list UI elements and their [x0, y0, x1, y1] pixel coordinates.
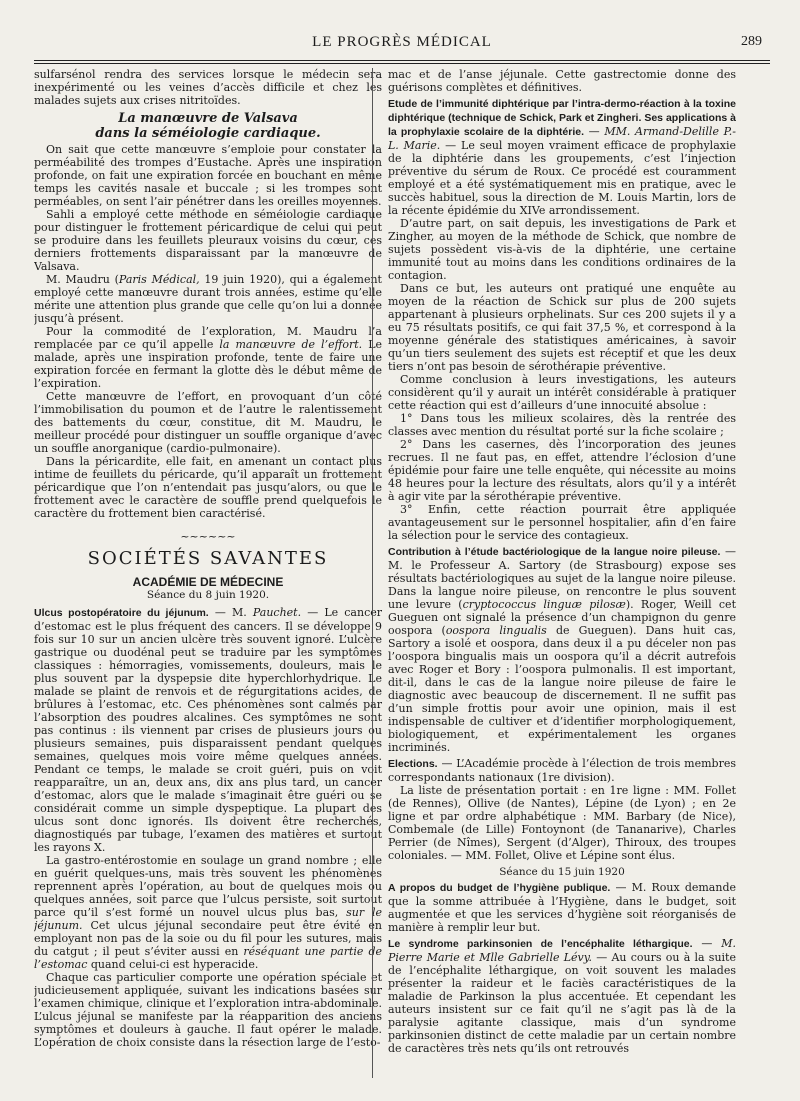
paragraph: Comme conclusion à leurs investigations, les auteurs considèrent qu’il y aurait un intérêt considérable à pratiquer cette réaction qui est d’ailleurs d’une innocuité absolue : [388, 373, 736, 412]
author: — MM. Armand-Delille P.-L. Marie. [388, 125, 736, 152]
article-title: Elections. [388, 758, 438, 770]
paragraph: Sahli a employé cette méthode en séméiologie cardiaque pour distinguer le frottement péricardique de celui qui peut se produire dans les feuillets pleuraux voisins du cœur, ces derniers frottements disparaissant par la manœuvre de Valsava. [34, 208, 382, 273]
paragraph: M. Maudru (Paris Médical, 19 juin 1920), qui a également employé cette manœuvre durant trois années, estime qu’elle mérite une attention plus grande que celle qu’on lui a donnée jusqu’à présent. [34, 273, 382, 325]
left-column [34, 68, 382, 1083]
section-ornament: ~~~~~~ [180, 530, 236, 543]
page-number: 289 [741, 34, 762, 49]
paragraph: Contribution à l’étude bactériologique de la langue noire pileuse. — M. le Professeur A. Sartory (de Strasbourg) expose ses résultats bactériologiques au sujet de la langue noire pileuse. Dans la langue noire pileuse, on rencontre le plus souvent une levure (cryptococcus linguæ pilosæ). Roger, Weill cet Gueguen ont signalé la présence d’un champignon du genre oospora (oospora lingualis de Gueguen). Dans huit cas, Sartory a isolé et oospora, dans deux il a pu déceler non pas l’oospora bingualis mais un oospora qu’il a décrit autrefois avec Roger et Bory : l’oospora pulmonalis. Il est important, dit-il, dans le cas de la langue noire pileuse de faire le diagnostic avec beaucoup de discernement. Il ne suffit pas d’un simple frottis pour avoir une opinion, mais il est indispensable de cultiver et d’identifier morphologiquement, biologiquement, et expérimentalement les organes incriminés. [388, 545, 736, 754]
paragraph: Dans la péricardite, elle fait, en amenant un contact plus intime de feuillets du péricarde, qu’il apparaît un frottement péricardique que l’on n’entendait pas jusqu’alors, ou que le frottement avec le caractère de souffle prend quelquefois le caractère du frottement bien caractérisé. [34, 455, 382, 520]
paragraph: Ulcus postopératoire du jéjunum. — M. Pauchet. — Le cancer d’estomac est le plus fréquent des cancers. Il se développe 9 fois sur 10 sur un ancien ulcère très souvent ignoré. L’ulcère gastrique ou duodénal peut se traduire par les symptômes classiques : hémorragies, vomissements, douleurs, mais le plus souvent par la dyspepsie dite hyperchlorhydrique. Le malade se plaint de renvois et de régurgitations acides, de brûlures à l’estomac, etc. Ces phénomènes sont calmés par l’absorption des poudres alcalines. Ces symptômes ne sont pas continus : ils viennent par crises de plusieurs jours ou plusieurs semaines, puis disparaissent pendant quelques semaines, quelques mois voire même quelques années. Pendant ce temps, le malade se croit guéri, puis on voit reapparaître, un an, deux ans, dix ans plus tard, un cancer d’estomac, alors que le malade s’imaginait être guéri ou se considérait comme un simple dyspeptique. La plupart des ulcus sont donc ignorés. Ils doivent être recherchés, diagnostiqués par tubage, l’examen des matières et surtout les rayons X. [34, 606, 382, 854]
paragraph: Cette manœuvre de l’effort, en provoquant d’un côté l’immobilisation du poumon et de l’autre le ralentissement des battements du cœur, constitue, dit M. Maudru, le meilleur procédé pour distinguer un souffle organique d’avec un souffle anorganique (cardio-pulmonaire). [34, 390, 382, 455]
paragraph: On sait que cette manœuvre s’emploie pour constater la perméabilité des trompes d’Eustache. Après une inspiration profonde, on fait une expiration forcée en bouchant en même temps les cavités nasale et buccale ; si les trompes sont perméables, on sent l’air pénétrer dans les oreilles moyennes. [34, 143, 382, 208]
author: — M. Pierre Marie et Mlle Gabrielle Lévy. [388, 937, 736, 964]
paragraph: Le syndrome parkinsonien de l’encéphalite léthargique. — M. Pierre Marie et Mlle Gabrielle Lévy. — Au cours ou à la suite de l’encéphalite léthargique, on voit souvent les malades présenter la raideur et le faciès caractéristiques de la maladie de Parkinson la plus accentuée. Et cependant les auteurs insistent sur ce fait qu’il ne s’agit pas là de la paralysie agitante classique, mais d’un syndrome parkinsonien distinct de cette maladie par un certain nombre de caractères très nets qu’ils ont retrouvés [388, 937, 736, 1055]
paragraph: La gastro-entérostomie en soulage un grand nombre ; elle en guérit quelques-uns, mais très souvent les phénomènes reprennent après l’opération, au bout de quelques mois ou quelques années, soit parce que l’ulcus persiste, soit surtout parce qu’il s’est formé un nouvel ulcus plus bas, sur le jéjunum. Cet ulcus jéjunal secondaire peut être évité en employant non pas de la soie ou du fil pour les sutures, mais du catgut ; il peut s’éviter aussi en réséquant une partie de l’estomac quand celui-ci est hyperacide. [34, 854, 382, 971]
list-item: 1° Dans tous les milieux scolaires, dès la rentrée des classes avec mention du résultat porté sur la fiche scolaire ; [388, 412, 736, 438]
author: Pauchet. [252, 606, 302, 619]
list-item: 2° Dans les casernes, dès l’incorporation des jeunes recrues. Il ne faut pas, en effet, attendre l’éclosion d’une épidémie pour faire une telle enquête, qui nécessite au moins 48 heures pour la lecture des résultats, alors qu’il y a intérêt à agir vite par la sérothérapie préventive. [388, 438, 736, 503]
heading-line: dans la séméiologie cardiaque. [95, 126, 321, 141]
paragraph: A propos du budget de l’hygiène publique. — M. Roux demande que la somme attribuée à l’Hygiène, dans le budget, soit augmentée et que les services d’hygiène soit réorganisés de manière à remplir leur but. [388, 881, 736, 934]
right-column [388, 68, 736, 1083]
paragraph: mac et de l’anse jéjunale. Cette gastrectomie donne des guérisons complètes et définitives. [388, 68, 736, 94]
article-title: A propos du budget de l’hygiène publique. [388, 882, 611, 894]
session-date: Séance du 8 juin 1920. [146, 589, 270, 601]
paragraph: Etude de l’immunité diphtérique par l’intra-dermo-réaction à la toxine diphtérique (technique de Schick, Park et Zingheri. Ses applications à la prophylaxie scolaire de la diphtérie. — MM. Armand-Delille P.-L. Marie. — Le seul moyen vraiment efficace de prophylaxie de la diphtérie dans les groupements, c’est l’injection préventive du sérum de Roux. Ce procédé est couramment employé et a été systématiquement mis en pratique, avec le succès habituel, sous la direction de M. Louis Martin, lors de la récente épidémie du XIVe arrondissement. [388, 98, 736, 217]
heading-line: La manœuvre de Valsava [118, 111, 298, 126]
citation: Paris Médical, [118, 273, 200, 286]
article-title: Etude de l’immunité diphtérique par l’intra-dermo-réaction à la toxine diphtérique (technique de Schick, Park et Zingheri. Ses applications à la prophylaxie scolaire de la diphtérie. [388, 98, 736, 138]
list-item: 3° Enfin, cette réaction pourrait être appliquée avantageusement sur le personnel hospitalier, afin d’en faire la sélection pour le service des contagieux. [388, 503, 736, 542]
paragraph: Pour la commodité de l’exploration, M. Maudru l’a remplacée par ce qu’il appelle la manœuvre de l’effort. Le malade, après une inspiration profonde, tente de faire une expiration forcée en fermant la glotte dès le début même de l’expiration. [34, 325, 382, 390]
header-rule-thin [34, 63, 770, 64]
paragraph: Chaque cas particulier comporte une opération spéciale et judicieusement appliquée, suivant les indications basées sur l’examen chimique, clinique et l’exploration intra-abdominale. L’ulcus jéjunal se manifeste par la réapparition des anciens symptômes et douleurs à gauche. Il faut opérer le malade. L’opération de choix consiste dans la résection large de l’esto- [34, 971, 382, 1049]
article-title: Ulcus postopératoire du jéjunum. [34, 607, 209, 619]
paragraph: Elections. — L’Académie procède à l’élection de trois membres correspondants nationaux (1re division). [388, 757, 736, 784]
paragraph: La liste de présentation portait : en 1re ligne : MM. Follet (de Rennes), Ollive (de Nantes), Lépine (de Lyon) ; en 2e ligne et par ordre alphabétique : MM. Barbary (de Nice), Combemale (de Lille) Fontoynont (de Tananarive), Charles Perrier (de Nîmes), Sergent (d’Alger), Thiroux, des troupes coloniales. — MM. Follet, Olive et Lépine sont élus. [388, 784, 736, 862]
article-title: Le syndrome parkinsonien de l’encéphalite léthargique. [388, 938, 693, 950]
column-divider [372, 68, 373, 1078]
session-date: Séance du 15 juin 1920 [499, 866, 625, 878]
section-heading [34, 111, 382, 141]
article-title: Contribution à l’étude bactériologique de la langue noire pileuse. [388, 546, 721, 558]
paragraph: Dans ce but, les auteurs ont pratiqué une enquête au moyen de la réaction de Schick sur plus de 200 sujets appartenant à plusieurs orphelinats. Sur ces 200 sujets il y a eu 75 résultats positifs, ce qui fait 37,5 %, et correspond à la moyenne générale des statistiques américaines, à savoir qu’un tiers seulement des sujets est réceptif et que les deux tiers n’ont pas besoin de sérothérapie préventive. [388, 282, 736, 373]
header-rule [34, 60, 770, 61]
section-title: SOCIÉTÉS SAVANTES [87, 548, 329, 569]
page-header [34, 34, 770, 56]
emphasis: la manœuvre de l’effort. [219, 338, 363, 351]
paragraph: D’autre part, on sait depuis, les investigations de Park et Zingher, au moyen de la méthode de Schick, que nombre de sujets possèdent vis-à-vis de la diphtérie, une certaine immunité tout au moins dans les conditions ordinaires de la contagion. [388, 217, 736, 282]
running-title: LE PROGRÈS MÉDICAL [312, 34, 492, 50]
society-name: ACADÉMIE DE MÉDECINE [132, 575, 284, 589]
paragraph: sulfarsénol rendra des services lorsque le médecin sera inexpérimenté ou les veines d’accès difficile et chez les malades sujets aux crises nitritoïdes. [34, 68, 382, 107]
